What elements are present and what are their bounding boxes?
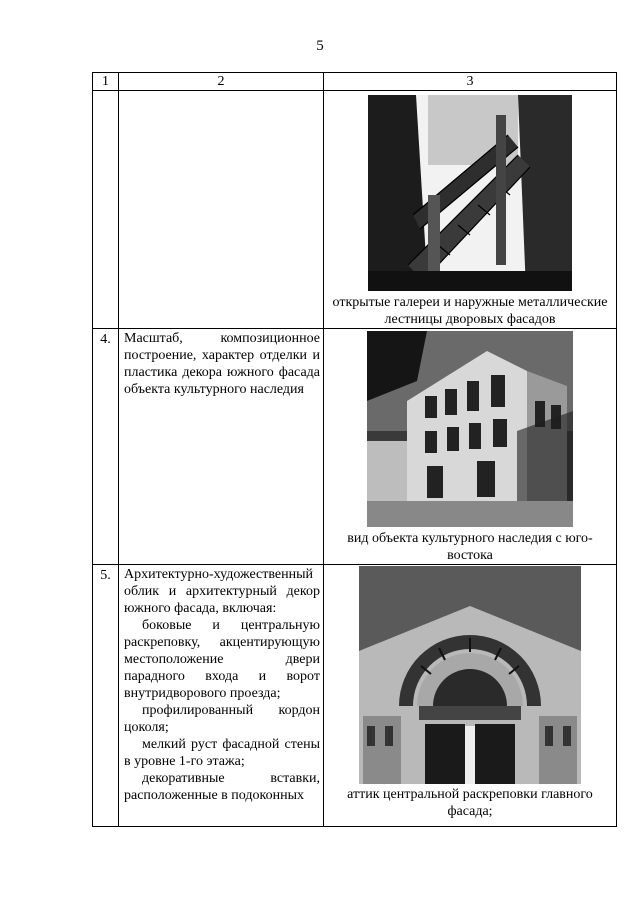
heritage-table xyxy=(92,72,617,827)
description-paragraph: профилированный кордон цоколя; xyxy=(124,703,320,735)
page-number: 5 xyxy=(316,38,324,54)
attic-central-projection-photo xyxy=(359,566,581,784)
column-header-1: 1 xyxy=(93,73,119,91)
table-row xyxy=(93,329,617,565)
description-paragraph: боковые и центральную раскреповку, акцентирующую местоположение двери парадного входа и ворот внутридворового проезда; xyxy=(124,618,320,701)
image-caption: аттик центральной раскреповки главного фасада; xyxy=(347,787,593,819)
description-paragraph: Архитектурно-художественный облик и архитектурный декор южного фасада, включая: xyxy=(124,567,320,616)
metal-staircase-courtyard-photo xyxy=(368,95,572,291)
table-row xyxy=(93,565,617,827)
row-image-cell xyxy=(324,91,617,329)
description-paragraph: декоративные вставки, расположенные в подоконных xyxy=(124,771,320,803)
row-description xyxy=(119,329,324,565)
building-southeast-view-photo xyxy=(367,331,573,527)
description-paragraph: Масштаб, композиционное построение, характер отделки и пластика декора южного фасада объекта культурного наследия xyxy=(124,331,320,397)
row-number: 5. xyxy=(93,565,119,827)
column-header-2: 2 xyxy=(119,73,324,91)
table-row xyxy=(93,91,617,329)
row-description xyxy=(119,91,324,329)
row-image-cell xyxy=(324,329,617,565)
row-number xyxy=(93,91,119,329)
row-number: 4. xyxy=(93,329,119,565)
row-description xyxy=(119,565,324,827)
row-image-cell xyxy=(324,565,617,827)
description-paragraph: мелкий руст фасадной стены в уровне 1-го этажа; xyxy=(124,737,320,769)
table-header-row xyxy=(93,73,617,91)
column-header-3: 3 xyxy=(324,73,617,91)
image-caption: открытые галереи и наружные металлические лестницы дворовых фасадов xyxy=(332,295,608,327)
image-caption: вид объекта культурного наследия с юго-востока xyxy=(347,531,593,563)
